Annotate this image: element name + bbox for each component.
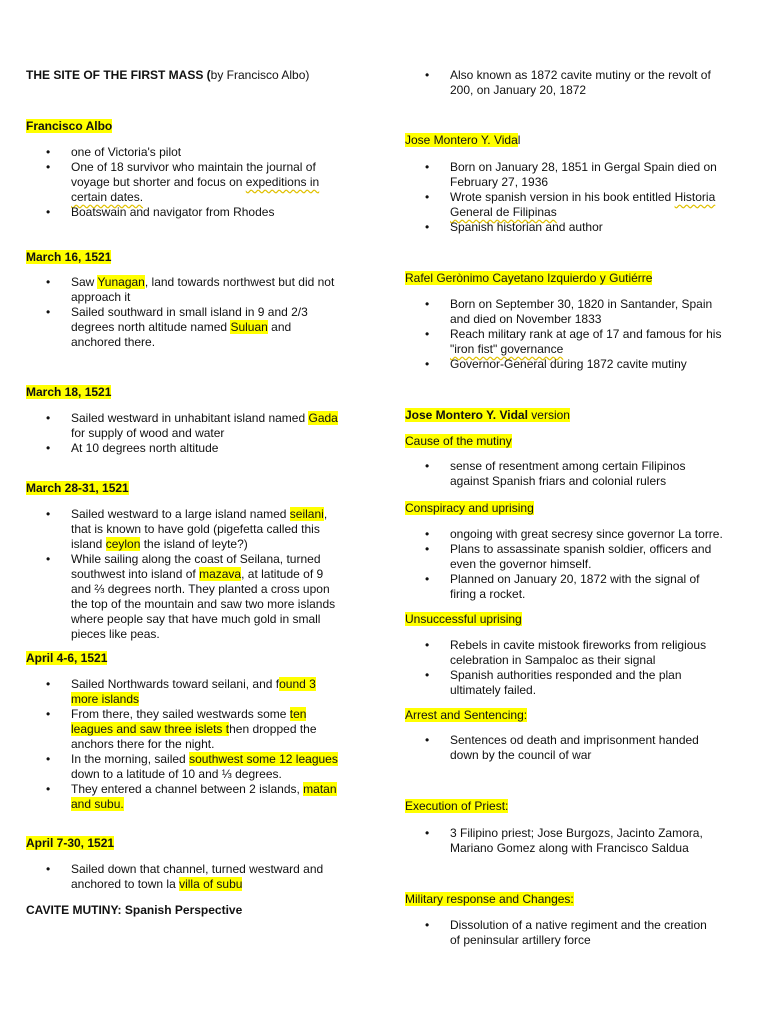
heading-rafel-izquierdo: Rafel Gerònimo Cayetano Izquierdo y Gutiérre — [405, 271, 653, 285]
list-item: • Sailed down that channel, turned westward and — [46, 862, 324, 876]
list-item: • Boatswain and navigator from Rhodes — [46, 205, 275, 219]
list-item: • Spanish historian and author — [425, 220, 603, 234]
conspiracy-list — [425, 527, 723, 602]
april-4-list — [46, 677, 338, 812]
list-item: • They entered a channel between 2 islands, matan — [46, 782, 337, 796]
list-item-continuation: celebration in Sampaloc as their signal — [450, 653, 656, 667]
list-item: • 3 Filipino priest; Jose Burgozs, Jacinto Zamora, — [425, 826, 703, 840]
list-item-continuation: down by the council of war — [450, 748, 592, 762]
march-16-list — [46, 275, 335, 350]
list-item: • Sailed Northwards toward seilani, and found 3 — [46, 677, 316, 691]
list-item: • One of 18 survivor who maintain the journal of — [46, 160, 316, 174]
list-item-continuation: 200, on January 20, 1872 — [450, 83, 587, 97]
list-item-continuation: and ⅔ degrees north. They planted a cross upon — [71, 582, 330, 596]
list-item: • Sailed westward to a large island named seilani, — [46, 507, 328, 521]
list-item: • Governor-General during 1872 cavite mutiny — [425, 357, 687, 371]
list-item-continuation: of peninsular artillery force — [450, 933, 591, 947]
list-item: • Planned on January 20, 1872 with the signal of — [425, 572, 700, 586]
list-item-continuation: approach it — [71, 290, 131, 304]
heading-march-28-31: March 28-31, 1521 — [26, 481, 129, 495]
list-item: • ongoing with great secresy since governor La torre. — [425, 527, 723, 541]
list-item: • In the morning, sailed southwest some 12 leagues — [46, 752, 338, 766]
list-item-continuation: ultimately failed. — [450, 683, 537, 697]
heading-francisco-albo: Francisco Albo — [26, 119, 113, 133]
heading-march-18: March 18, 1521 — [26, 385, 112, 399]
heading-april-7-30: April 7-30, 1521 — [26, 836, 115, 850]
document-title: THE SITE OF THE FIRST MASS (by Francisco Albo) — [26, 68, 310, 82]
list-item-continuation: leagues and saw three islets then dropped the — [71, 722, 317, 736]
heading-arrest-sentencing: Arrest and Sentencing: — [405, 708, 528, 722]
list-item: • From there, they sailed westwards some ten — [46, 707, 307, 721]
list-item-continuation: firing a rocket. — [450, 587, 526, 601]
list-item: • Sailed southward in small island in 9 and 2/3 — [46, 305, 308, 319]
list-item-continuation: anchored to town la villa of subu — [71, 877, 243, 891]
vidal-list — [425, 160, 717, 235]
list-item: • sense of resentment among certain Filipinos — [425, 459, 686, 473]
heading-conspiracy: Conspiracy and uprising — [405, 501, 534, 515]
list-item-continuation: where people say that have much gold in small — [71, 612, 321, 626]
heading-unsuccessful-uprising: Unsuccessful uprising — [405, 612, 522, 626]
list-item-continuation: against Spanish friars and colonial rulers — [450, 474, 667, 488]
list-item: • At 10 degrees north altitude — [46, 441, 219, 455]
list-item-continuation: February 27, 1936 — [450, 175, 549, 189]
heading-cavite-mutiny: CAVITE MUTINY: Spanish Perspective — [26, 903, 243, 917]
list-item: • one of Victoria's pilot — [46, 145, 182, 159]
list-item: • While sailing along the coast of Seilana, turned — [46, 552, 321, 566]
list-item-continuation: southwest into island of mazava, at latitude of 9 — [71, 567, 324, 581]
list-item: • Rebels in cavite mistook fireworks from religious — [425, 638, 707, 652]
list-item: • Dissolution of a native regiment and the creation — [425, 918, 707, 932]
list-item: • Reach military rank at age of 17 and famous for his — [425, 327, 722, 341]
list-item-continuation: that is known to have gold (pigefetta called this — [71, 522, 320, 536]
list-item-continuation: and subu. — [71, 797, 124, 811]
heading-jose-montero-vidal: Jose Montero Y. Vidal — [405, 133, 521, 147]
list-item: • Wrote spanish version in his book entitled Historia — [425, 190, 716, 204]
list-item-continuation: "iron fist" governance — [450, 342, 564, 356]
list-item-continuation: the top of the mountain and saw two more islands — [71, 597, 336, 611]
rafel-list — [425, 297, 722, 372]
march-18-list — [46, 411, 338, 456]
list-item: • Born on January 28, 1851 in Gergal Spain died on — [425, 160, 717, 174]
list-item-continuation: anchors there for the night. — [71, 737, 215, 751]
list-item-continuation: even the governor himself. — [450, 557, 592, 571]
list-item-continuation: island ceylon the island of leyte?) — [71, 537, 248, 551]
list-item: • Spanish authorities responded and the plan — [425, 668, 682, 682]
heading-march-16: March 16, 1521 — [26, 250, 112, 264]
list-item-continuation: pieces like peas. — [71, 627, 160, 641]
list-item: • Sailed westward in unhabitant island named Gada — [46, 411, 338, 425]
list-item: • Plans to assassinate spanish soldier, officers and — [425, 542, 712, 556]
military-list — [425, 918, 707, 948]
heading-vidal-version: Jose Montero Y. Vidal version — [405, 408, 570, 422]
list-item-continuation: Mariano Gomez along with Francisco Saldua — [450, 841, 689, 855]
april-7-list — [46, 862, 324, 892]
list-item-continuation: voyage but shorter and focus on expeditions in — [71, 175, 320, 189]
list-item-continuation: certain dates. — [71, 190, 144, 204]
list-item-continuation: General de Filipinas — [450, 205, 557, 219]
list-item-continuation: and died on November 1833 — [450, 312, 602, 326]
unsuccessful-list — [425, 638, 707, 698]
heading-execution-of-priest: Execution of Priest: — [405, 799, 509, 813]
albo-bullet-list — [46, 145, 320, 220]
list-item-continuation: anchored there. — [71, 335, 156, 349]
heading-military-response: Military response and Changes: — [405, 892, 574, 906]
heading-cause-of-mutiny: Cause of the mutiny — [405, 434, 512, 448]
list-item: • Also known as 1872 cavite mutiny or the revolt of — [425, 68, 711, 82]
cause-list — [425, 459, 686, 489]
list-item-continuation: down to a latitude of 10 and ⅓ degrees. — [71, 767, 282, 781]
list-item-continuation: more islands — [71, 692, 140, 706]
list-item-continuation: for supply of wood and water — [71, 426, 225, 440]
march-28-list — [46, 507, 336, 642]
heading-april-4-6: April 4-6, 1521 — [26, 651, 108, 665]
arrest-list — [425, 733, 699, 763]
list-item-continuation: degrees north altitude named Suluan and — [71, 320, 292, 334]
list-item: • Sentences od death and imprisonment handed — [425, 733, 699, 747]
list-item: • Saw Yunagan, land towards northwest but did not — [46, 275, 335, 289]
execution-list — [425, 826, 703, 856]
list-item: • Born on September 30, 1820 in Santander, Spain — [425, 297, 713, 311]
intro-list — [425, 68, 711, 98]
